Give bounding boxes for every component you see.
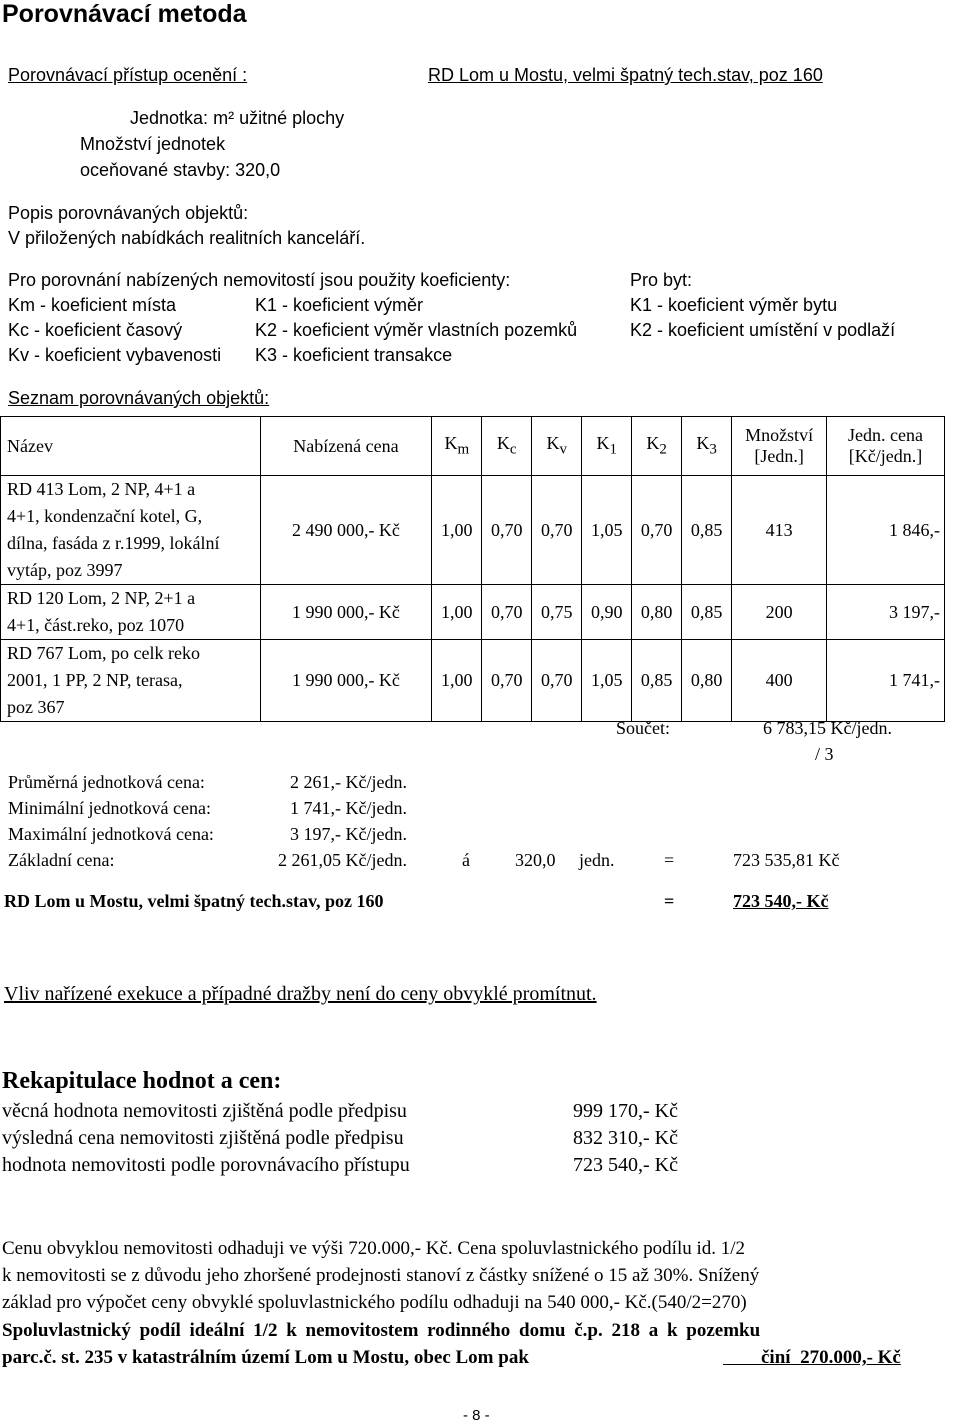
object-header: RD Lom u Mostu, velmi špatný tech.stav, poz 160	[428, 65, 823, 85]
coefficients-intro: Pro porovnání nabízených nemovitostí jsou použity koeficienty:	[8, 270, 511, 290]
table-row	[1, 640, 945, 722]
row-k1: 0,90	[582, 585, 632, 640]
row-kc: 0,70	[482, 585, 532, 640]
base-equals: =	[664, 850, 675, 870]
row-km: 1,00	[432, 640, 482, 722]
conclusion-final-value: 270.000,- Kč	[800, 1347, 901, 1368]
recap-item-value: 999 170,- Kč	[573, 1100, 678, 1122]
row-unit-price: 1 846,-	[827, 476, 945, 585]
header-kc: $K_c$	[482, 417, 532, 476]
conclusion-final	[723, 1347, 901, 1369]
row-unit-price: 3 197,-	[827, 585, 945, 640]
recap-title: Rekapitulace hodnot a cen:	[2, 1068, 282, 1094]
row-k3: 0,85	[682, 476, 732, 585]
header-qty: Množství [Jedn.]	[732, 417, 827, 476]
quantity-value: 320,0	[235, 160, 281, 180]
base-unit: jedn.	[579, 850, 615, 870]
max-label: Maximální jednotková cena:	[8, 824, 214, 844]
coef-flat-k1: K1 - koeficient výměr bytu	[630, 295, 838, 315]
row-price: 1 990 000,- Kč	[260, 640, 432, 722]
base-label: Základní cena:	[8, 850, 115, 870]
row-unit-price: 1 741,-	[827, 640, 945, 722]
conclusion-line-bold: Spoluvlastnický podíl ideální 1/2 k nemovitostem rodinného domu č.p. 218 a k pozemku	[2, 1320, 761, 1341]
row-k1: 1,05	[582, 476, 632, 585]
coef-km: Km - koeficient místa	[8, 295, 177, 315]
base-result: 723 535,81 Kč	[733, 850, 840, 870]
avg-value: 2 261,- Kč/jedn.	[290, 772, 407, 792]
sum-label: Součet:	[616, 718, 670, 738]
quantity-label-2: oceňované stavby:	[80, 160, 231, 180]
row-k2: 0,70	[632, 476, 682, 585]
description-text: V přiložených nabídkách realitních kanceláří.	[8, 228, 366, 248]
row-km: 1,00	[432, 585, 482, 640]
base-times: á	[462, 850, 470, 870]
comparison-table	[0, 416, 945, 722]
conclusion-line: k nemovitosti se z důvodu jeho zhoršené prodejnosti stanoví z částky snížené o 15 až 30%. Snížený	[2, 1265, 760, 1286]
coef-flat-k2: K2 - koeficient umístění v podlaží	[630, 320, 896, 340]
max-value: 3 197,- Kč/jedn.	[290, 824, 407, 844]
row-kv: 0,70	[532, 476, 582, 585]
conclusion-line: základ pro výpočet ceny obvyklé spoluvlastnického podílu odhaduji na 540 000,- Kč.(540/2=270)	[2, 1292, 747, 1313]
header-k1: $K_1$	[582, 417, 632, 476]
row-kc: 0,70	[482, 640, 532, 722]
row-km: 1,00	[432, 476, 482, 585]
row-k2: 0,80	[632, 585, 682, 640]
header-name: Název	[1, 417, 261, 476]
row-k3: 0,85	[682, 585, 732, 640]
row-kv: 0,75	[532, 585, 582, 640]
flat-label: Pro byt:	[630, 270, 693, 290]
final-equals: =	[664, 891, 675, 911]
header-k3: $K_3$	[682, 417, 732, 476]
table-row	[1, 476, 945, 585]
conclusion-line-bold: parc.č. st. 235 v katastrálním území Lom u Mostu, obec Lom pak	[2, 1347, 529, 1368]
coef-k2: K2 - koeficient výměr vlastních pozemků	[255, 320, 578, 340]
row-qty: 200	[732, 585, 827, 640]
row-kc: 0,70	[482, 476, 532, 585]
page-title: Porovnávací metoda	[2, 0, 247, 28]
row-name: RD 120 Lom, 2 NP, 2+1 a 4+1, část.reko, poz 1070	[1, 585, 261, 640]
header-price: Nabízená cena	[260, 417, 432, 476]
row-name: RD 413 Lom, 2 NP, 4+1 a 4+1, kondenzační kotel, G, dílna, fasáda z r.1999, lokální vytáp, poz 3997	[1, 476, 261, 585]
recap-item-label: věcná hodnota nemovitosti zjištěná podle předpisu	[2, 1100, 407, 1122]
header-kv: $K_v$	[532, 417, 582, 476]
table-row	[1, 585, 945, 640]
row-price: 1 990 000,- Kč	[260, 585, 432, 640]
header-km: $K_m$	[432, 417, 482, 476]
unit-value: m² užitné plochy	[213, 108, 345, 128]
row-qty: 413	[732, 476, 827, 585]
avg-label: Průměrná jednotková cena:	[8, 772, 205, 792]
recap-item-value: 723 540,- Kč	[573, 1154, 678, 1176]
base-qty: 320,0	[515, 850, 556, 870]
unit-row	[130, 108, 344, 129]
sum-value: 6 783,15 Kč/jedn.	[763, 718, 892, 738]
min-value: 1 741,- Kč/jedn.	[290, 798, 407, 818]
table-header-row	[1, 417, 945, 476]
recap-item-value: 832 310,- Kč	[573, 1127, 678, 1149]
final-result: 723 540,- Kč	[733, 891, 829, 911]
coef-kv: Kv - koeficient vybavenosti	[8, 345, 222, 365]
recap-item-label: výsledná cena nemovitosti zjištěná podle předpisu	[2, 1127, 404, 1149]
final-label: RD Lom u Mostu, velmi špatný tech.stav, poz 160	[4, 891, 384, 911]
header-unit-price: Jedn. cena [Kč/jedn.]	[827, 417, 945, 476]
recap-item-label: hodnota nemovitosti podle porovnávacího přístupu	[2, 1154, 410, 1176]
base-value: 2 261,05 Kč/jedn.	[278, 850, 407, 870]
page-number: - 8 -	[463, 1407, 490, 1424]
sum-divider: / 3	[815, 744, 834, 764]
row-k1: 1,05	[582, 640, 632, 722]
row-kv: 0,70	[532, 640, 582, 722]
description-label: Popis porovnávaných objektů:	[8, 203, 249, 223]
row-price: 2 490 000,- Kč	[260, 476, 432, 585]
unit-label: Jednotka:	[130, 108, 209, 128]
list-label: Seznam porovnávaných objektů:	[8, 388, 270, 408]
coef-k1: K1 - koeficient výměr	[255, 295, 424, 315]
coef-kc: Kc - koeficient časový	[8, 320, 183, 340]
conclusion-final-label: činí	[761, 1347, 791, 1368]
row-name: RD 767 Lom, po celk reko 2001, 1 PP, 2 NP, terasa, poz 367	[1, 640, 261, 722]
row-k2: 0,85	[632, 640, 682, 722]
quantity-label-1: Množství jednotek	[80, 134, 226, 154]
header-k2: $K_2$	[632, 417, 682, 476]
quantity-row	[80, 160, 280, 181]
coef-k3: K3 - koeficient transakce	[255, 345, 453, 365]
conclusion-line: Cenu obvyklou nemovitosti odhaduji ve výši 720.000,- Kč. Cena spoluvlastnického podílu id. 1/2	[2, 1238, 746, 1259]
approach-label: Porovnávací přístup ocenění :	[8, 65, 248, 85]
notice: Vliv nařízené exekuce a případné dražby není do ceny obvyklé promítnut.	[4, 983, 597, 1005]
min-label: Minimální jednotková cena:	[8, 798, 211, 818]
row-qty: 400	[732, 640, 827, 722]
row-k3: 0,80	[682, 640, 732, 722]
